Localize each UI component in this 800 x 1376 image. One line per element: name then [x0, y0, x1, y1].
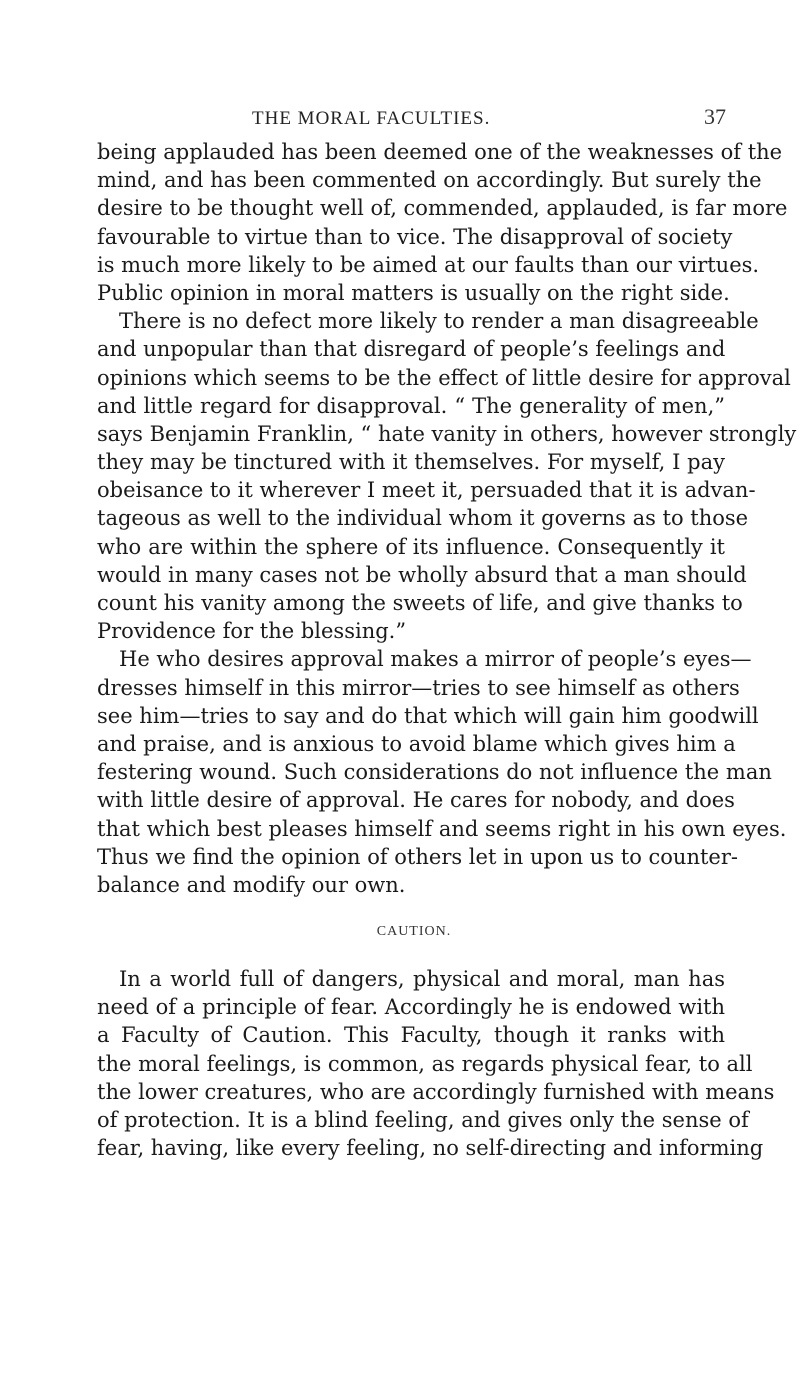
text-line: would in many cases not be wholly absurd that a man should	[97, 562, 747, 587]
text-line: need of a principle of fear. Accordingly he is endowed with	[97, 995, 725, 1020]
text-line: festering wound. Such considerations do not influence the man	[97, 760, 772, 785]
text-line: desire to be thought well of, commended, applauded, is far more	[97, 196, 788, 221]
text-line: with little desire of approval. He cares for nobody, and does	[97, 788, 735, 813]
text-line: they may be tinctured with it themselves. For myself, I pay	[97, 450, 725, 475]
running-title: THE MORAL FACULTIES.	[252, 108, 491, 129]
text-line: count his vanity among the sweets of life, and give thanks to	[97, 591, 743, 615]
text-line: balance and modify our own.	[97, 872, 406, 897]
text-line: Providence for the blessing.”	[97, 619, 407, 644]
text-line: of protection. It is a blind feeling, and gives only the sense of	[97, 1108, 749, 1132]
text-line: obeisance to it wherever I meet it, persuaded that it is advan-	[97, 478, 756, 503]
text-line: In a world full of dangers, physical and moral, man has	[119, 967, 725, 992]
text-line: favourable to virtue than to vice. The disapproval of society	[97, 224, 733, 249]
text-line: fear, having, like every feeling, no self-directing and informing	[97, 1136, 764, 1161]
text-line: and little regard for disapproval. “ The generality of men,”	[97, 393, 725, 418]
text-line: and praise, and is anxious to avoid blame which gives him a	[97, 731, 736, 756]
text-line: He who desires approval makes a mirror of people’s eyes—	[119, 647, 752, 672]
text-line: being applauded has been deemed one of the weaknesses of the	[97, 140, 783, 164]
text-line: who are within the sphere of its influence. Consequently it	[97, 534, 725, 559]
text-line: and unpopular than that disregard of people’s feelings and	[97, 337, 726, 362]
text-line: There is no defect more likely to render a man disagreeable	[119, 309, 759, 334]
text-line: the lower creatures, who are accordingly furnished with means	[97, 1079, 775, 1104]
text-line: see him—tries to say and do that which will gain him goodwill	[97, 703, 759, 728]
page-header	[0, 104, 800, 134]
text-line: opinions which seems to be the effect of little desire for approval	[97, 365, 791, 390]
text-line: is much more likely to be aimed at our faults than our virtues.	[97, 252, 760, 277]
text-line: the moral feelings, is common, as regards physical fear, to all	[97, 1051, 753, 1076]
text-line: says Benjamin Franklin, “ hate vanity in others, however strongly	[97, 421, 797, 446]
body-text	[97, 138, 797, 1162]
text-line: a Faculty of Caution. This Faculty, though it ranks with	[97, 1023, 725, 1048]
text-line: tageous as well to the individual whom it governs as to those	[97, 506, 749, 531]
text-line: Public opinion in moral matters is usually on the right side.	[97, 280, 730, 305]
page-number: 37	[704, 104, 726, 129]
text-line: dresses himself in this mirror—tries to see himself as others	[97, 675, 740, 700]
text-line: Thus we find the opinion of others let in upon us to counter-	[97, 844, 738, 869]
section-heading: CAUTION.	[376, 924, 452, 940]
text-line: that which best pleases himself and seems right in his own eyes.	[97, 816, 787, 841]
text-line: mind, and has been commented on accordingly. But surely the	[97, 168, 762, 193]
